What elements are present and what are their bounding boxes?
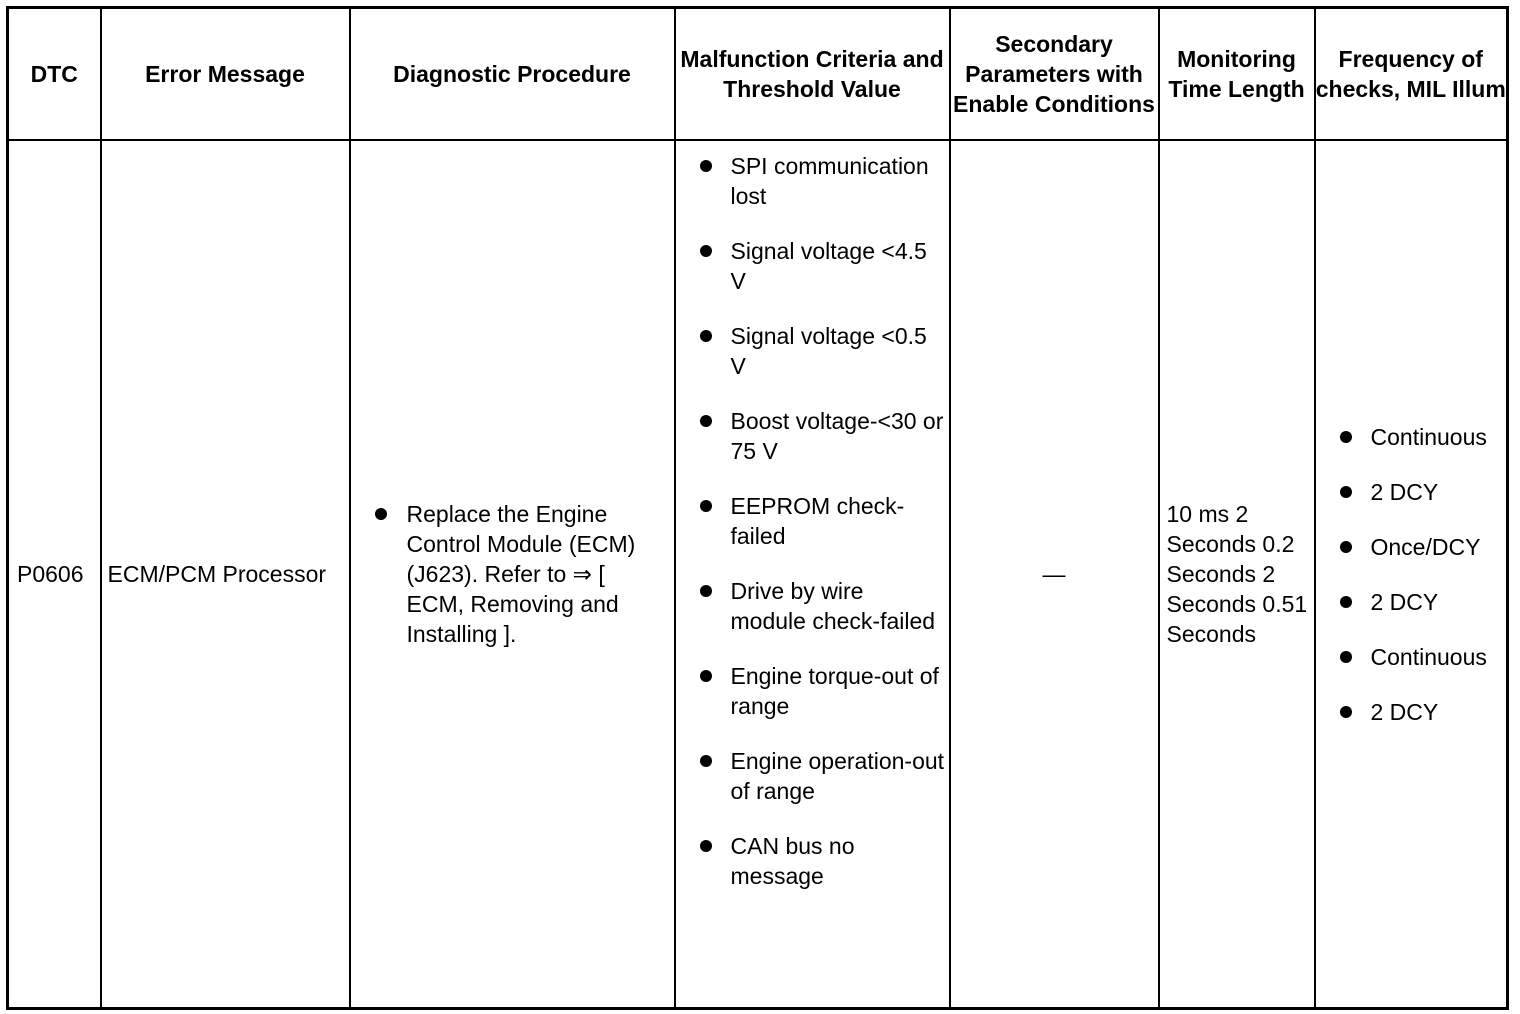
malfunction-item: CAN bus no message	[731, 831, 945, 891]
frequency-item: 2 DCY	[1371, 697, 1507, 727]
header-monitoring-time: Monitoring Time Length	[1159, 8, 1315, 141]
cell-secondary-parameters: —	[950, 140, 1159, 1009]
frequency-list	[1316, 422, 1507, 727]
dtc-table	[6, 6, 1509, 1010]
cell-monitoring-time: 10 ms 2 Seconds 0.2 Seconds 2 Seconds 0.51 Seconds	[1159, 140, 1315, 1009]
malfunction-list	[676, 141, 949, 891]
header-frequency: Frequency of checks, MIL Illum	[1315, 8, 1508, 141]
header-row	[8, 8, 1508, 141]
table-row	[8, 140, 1508, 1009]
malfunction-item: EEPROM check-failed	[731, 491, 945, 551]
malfunction-item: Signal voltage <0.5 V	[731, 321, 945, 381]
header-diagnostic-procedure: Diagnostic Procedure	[350, 8, 675, 141]
malfunction-item: SPI communication lost	[731, 151, 945, 211]
malfunction-item: Boost voltage-<30 or 75 V	[730, 408, 944, 464]
header-malfunction-criteria: Malfunction Criteria and Threshold Value	[675, 8, 950, 141]
malfunction-item: Engine operation-out of range	[730, 748, 945, 804]
frequency-item: Continuous	[1371, 422, 1507, 452]
cell-diagnostic-procedure	[350, 140, 675, 1009]
frequency-item: 2 DCY	[1371, 477, 1507, 507]
frequency-item: Once/DCY	[1371, 532, 1507, 562]
frequency-item: 2 DCY	[1371, 587, 1507, 617]
malfunction-item: Drive by wire module check-failed	[731, 576, 945, 636]
diagnostic-item: Replace the Engine Control Module (ECM) (J623). Refer to ⇒ [ ECM, Removing and Installing ].	[407, 499, 666, 649]
cell-frequency	[1315, 140, 1508, 1009]
cell-malfunction-criteria	[675, 140, 950, 1009]
cell-dtc: P0606	[8, 140, 101, 1009]
malfunction-item: Engine torque-out of range	[731, 661, 945, 721]
diagnostic-list	[351, 499, 674, 649]
header-secondary-parameters: Secondary Parameters with Enable Conditions	[950, 8, 1159, 141]
header-error-message: Error Message	[101, 8, 350, 141]
frequency-item: Continuous	[1371, 642, 1507, 672]
header-dtc: DTC	[8, 8, 101, 141]
cell-error-message: ECM/PCM Processor	[101, 140, 350, 1009]
malfunction-item: Signal voltage <4.5 V	[731, 236, 945, 296]
